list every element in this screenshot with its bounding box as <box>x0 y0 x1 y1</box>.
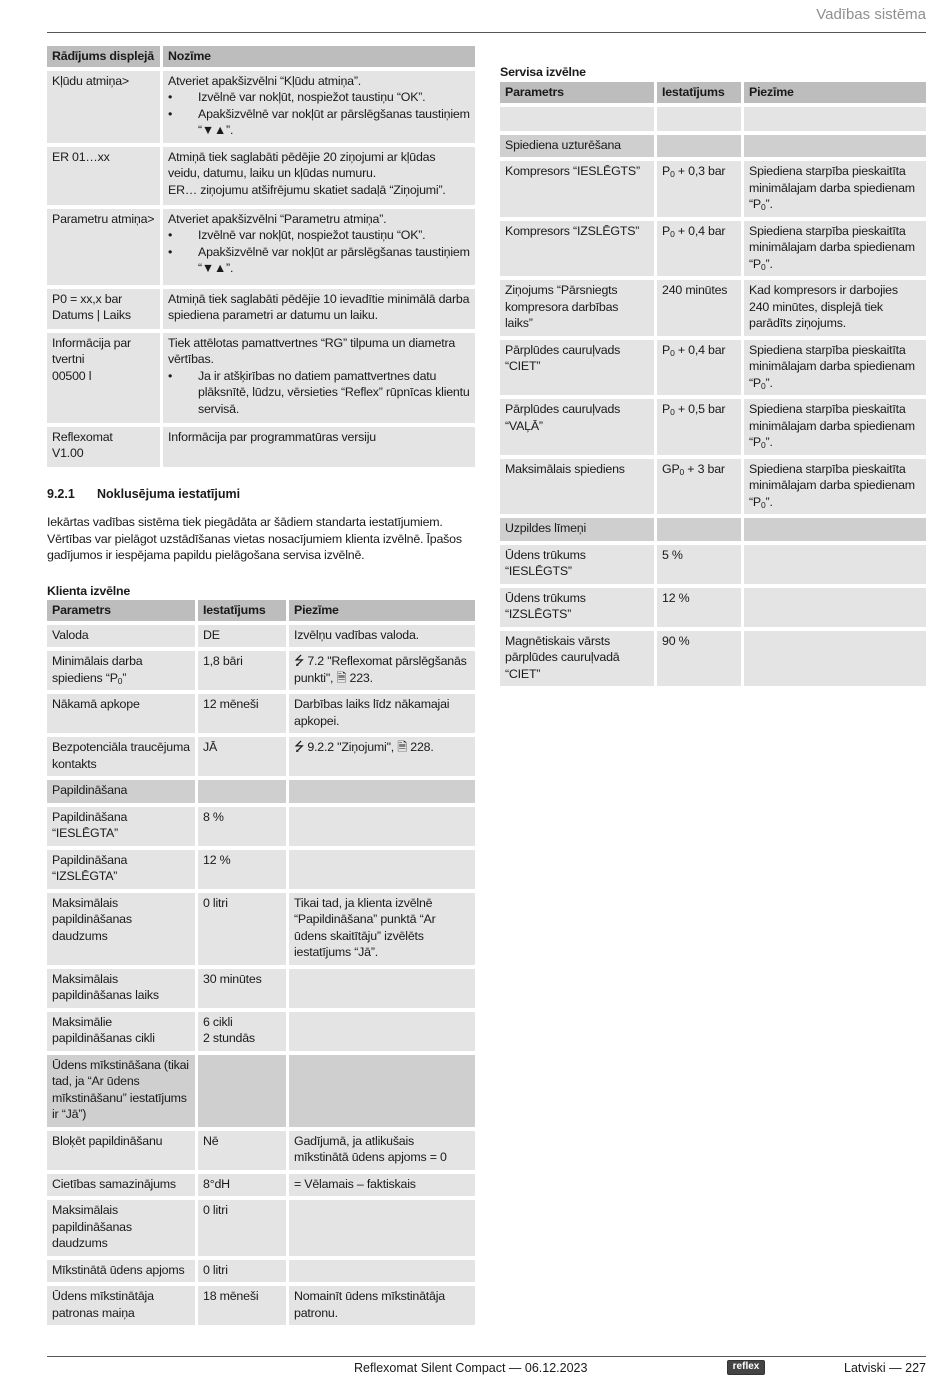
note-cell <box>289 780 475 803</box>
display-cell <box>47 427 160 467</box>
param-cell: Valoda <box>47 625 195 648</box>
table-row <box>47 1012 475 1051</box>
value-cell: JĀ <box>198 737 286 776</box>
value-text: + 0,4 bar <box>674 342 726 357</box>
display-text: Datums | Laiks <box>52 308 131 322</box>
value-cell: 0 litri <box>198 1200 286 1256</box>
meaning-cell: Atmiņā tiek saglabāti pēdējie 10 ievadītie minimālā darba spiediena parametri ar datumu un laiku. <box>163 289 475 329</box>
bullet-list <box>168 368 470 418</box>
note-text: Spiediena starpība pieskaitīta minimālajam darba spiedienam “P <box>749 342 915 390</box>
param-cell: Papildināšana <box>47 780 195 803</box>
table-row <box>47 850 475 889</box>
param-cell: Uzpildes līmeņi <box>500 518 654 541</box>
list-item: • Izvēlnē var nokļūt, nospiežot taustiņu “OK”. <box>168 89 470 106</box>
service-menu-caption: Servisa izvēlne <box>500 65 586 79</box>
param-cell: Pārplūdes cauruļvads “VAĻĀ” <box>500 399 654 455</box>
meaning-cell <box>163 333 475 423</box>
value-cell: DE <box>198 625 286 648</box>
subscript: 0 <box>761 380 766 391</box>
display-cell: Parametru atmiņa> <box>47 209 160 285</box>
table-row <box>47 969 475 1008</box>
table-row <box>47 1200 475 1256</box>
subscript: 0 <box>670 169 675 179</box>
table-row <box>47 147 475 205</box>
note-cell: ⭍ 7.2 "Reflexomat pārslēgšanās punkti", 🗎 223. <box>289 651 475 690</box>
param-cell: Nākamā apkope <box>47 694 195 733</box>
note-cell <box>744 631 926 687</box>
subscript: 0 <box>117 675 123 686</box>
note-cell <box>744 399 926 455</box>
value-cell <box>657 221 741 277</box>
table-row <box>47 1260 475 1283</box>
section-row <box>500 135 926 158</box>
note-cell <box>744 161 926 217</box>
section-title: Noklusējuma iestatījumi <box>97 487 241 501</box>
note-text: ”. <box>765 494 773 509</box>
table-row <box>47 1131 475 1170</box>
meaning-text: ER… ziņojumu atšifrējumu skatiet sadaļā “Ziņojumi”. <box>168 182 446 197</box>
value-cell <box>657 107 741 131</box>
section-row <box>47 780 475 803</box>
table-row <box>500 631 926 687</box>
value-cell: 0 litri <box>198 893 286 965</box>
display-text: Reflexomat <box>52 429 113 444</box>
note-cell <box>744 340 926 396</box>
value-text: + 0,5 bar <box>674 402 726 416</box>
table-row <box>47 1286 475 1325</box>
note-text: Spiediena starpība pieskaitīta minimālajam darba spiedienam “P <box>749 164 915 211</box>
value-cell: 5 % <box>657 545 741 584</box>
value-cell <box>657 459 741 515</box>
value-cell <box>198 1055 286 1127</box>
value-cell: 8°dH <box>198 1174 286 1197</box>
note-cell: Gadījumā, ja atlikušais mīkstinātā ūdens apjoms = 0 <box>289 1131 475 1170</box>
value-text: P <box>662 402 671 416</box>
bullet-list <box>168 227 470 277</box>
value-cell: 8 % <box>198 807 286 846</box>
note-cell <box>289 807 475 846</box>
value-cell: 12 mēneši <box>198 694 286 733</box>
list-item: • Izvēlnē var nokļūt, nospiežot taustiņu “OK”. <box>168 227 470 244</box>
param-cell: Maksimālais papildināšanas daudzums <box>47 1200 195 1256</box>
client-menu-table <box>44 596 478 1329</box>
param-cell: Ziņojums “Pārsniegts kompresora darbības laiks” <box>500 280 654 336</box>
meaning-text: Atmiņā tiek saglabāti pēdējie 20 ziņojumi ar kļūdas veidu, datumu, laiku un kļūdas numuru. <box>168 149 436 180</box>
column-header: Parametrs <box>47 600 195 621</box>
value-cell <box>657 135 741 158</box>
column-header: Parametrs <box>500 82 654 103</box>
value-text: + 3 bar <box>684 461 725 476</box>
display-meaning-table <box>44 42 478 471</box>
table-row <box>47 893 475 965</box>
param-cell: Maksimālais papildināšanas daudzums <box>47 893 195 965</box>
meaning-text: Atveriet apakšizvēlni “Kļūdu atmiņa”. <box>168 73 362 88</box>
param-cell: Maksimālie papildināšanas cikli <box>47 1012 195 1051</box>
column-header: Piezīme <box>289 600 475 621</box>
value-cell <box>657 518 741 541</box>
param-cell: Kompresors “IZSLĒGTS” <box>500 221 654 277</box>
value-cell: 18 mēneši <box>198 1286 286 1325</box>
meaning-text: Tiek attēlotas pamattvertnes “RG” tilpuma un diametra vērtības. <box>168 335 456 366</box>
value-cell <box>657 161 741 217</box>
section-row <box>47 1055 475 1127</box>
note-text: ”. <box>765 375 773 390</box>
value-text: + 0,3 bar <box>674 164 726 178</box>
table-row <box>500 399 926 455</box>
section-heading <box>47 486 240 503</box>
param-text: ” <box>122 670 127 685</box>
param-cell: Cietības samazinājums <box>47 1174 195 1197</box>
list-item: • Apakšizvēlnē var nokļūt ar pārslēgšanas taustiņiem “▼▲”. <box>168 244 470 277</box>
param-cell: Bezpotenciāla traucējuma kontakts <box>47 737 195 776</box>
meaning-cell <box>163 147 475 205</box>
note-cell <box>744 518 926 541</box>
param-text: Minimālais darba spiediens “P <box>52 654 143 685</box>
note-text: ”. <box>765 197 773 211</box>
param-cell: Ūdens mīkstinātāja patronas maiņa <box>47 1286 195 1325</box>
display-cell: ER 01…xx <box>47 147 160 205</box>
table-row <box>47 209 475 285</box>
value-text: P <box>662 223 671 238</box>
subscript: 0 <box>679 466 685 477</box>
note-cell: Darbības laiks līdz nākamajai apkopei. <box>289 694 475 733</box>
note-cell: Izvēlņu vadības valoda. <box>289 625 475 648</box>
table-row <box>500 280 926 336</box>
param-cell: Spiediena uzturēšana <box>500 135 654 158</box>
meaning-text: Atveriet apakšizvēlni “Parametru atmiņa”. <box>168 211 387 226</box>
table-row <box>500 340 926 396</box>
value-cell: 12 % <box>657 588 741 627</box>
section-row <box>500 518 926 541</box>
note-text: ”. <box>765 256 773 271</box>
display-cell <box>47 333 160 423</box>
param-cell: Maksimālais spiediens <box>500 459 654 515</box>
subscript: 0 <box>670 407 675 417</box>
meaning-cell <box>163 209 475 285</box>
param-cell: Magnētiskais vārsts pārplūdes cauruļvadā “CIET” <box>500 631 654 687</box>
note-cell <box>289 850 475 889</box>
header-divider <box>47 32 926 33</box>
param-cell: Mīkstinātā ūdens apjoms <box>47 1260 195 1283</box>
param-cell <box>500 107 654 131</box>
subscript: 0 <box>670 347 675 358</box>
table-row <box>47 651 475 690</box>
column-header: Nozīme <box>163 46 475 67</box>
list-item: • Ja ir atšķirības no datiem pamattvertnes datu plāksnītē, lūdzu, vērsieties “Reflex” rūpnīcas klientu servisā. <box>168 368 470 418</box>
param-cell <box>47 651 195 690</box>
value-text: P <box>662 342 671 357</box>
column-header: Piezīme <box>744 82 926 103</box>
intro-paragraph: Iekārtas vadības sistēma tiek piegādāta ar šādiem standarta iestatījumiem. Vērtības var pielāgot uzstādīšanas vietas nosacījumiem klienta izvēlnē. Īpašos gadījumos ir iespējama papildu pielāgošana servisa izvēlnē. <box>47 515 462 562</box>
service-menu-table <box>497 78 929 690</box>
table-row <box>47 289 475 329</box>
note-cell: Tikai tad, ja klienta izvēlnē “Papildināšana” punktā “Ar ūdens skaitītāju” izvēlēts iestatījums “Jā”. <box>289 893 475 965</box>
display-text: Informācija par tvertni <box>52 335 131 366</box>
footer-divider <box>47 1356 926 1357</box>
table-row <box>47 737 475 776</box>
value-text: + 0,4 bar <box>674 223 726 238</box>
note-cell <box>289 1012 475 1051</box>
subscript: 0 <box>761 261 766 272</box>
param-cell: Papildināšana “IESLĒGTA” <box>47 807 195 846</box>
note-cell: ⭍ 9.2.2 "Ziņojumi", 🗎 228. <box>289 737 475 776</box>
value-cell: 12 % <box>198 850 286 889</box>
display-text: P0 = xx,x bar <box>52 291 123 306</box>
note-cell: Nomainīt ūdens mīkstinātāja patronu. <box>289 1286 475 1325</box>
column-header: Iestatījums <box>198 600 286 621</box>
table-row <box>47 333 475 423</box>
note-text: Spiediena starpība pieskaitīta minimālajam darba spiedienam “P <box>749 461 915 509</box>
param-cell: Ūdens trūkums “IESLĒGTS” <box>500 545 654 584</box>
footer-page-number: Latviski — 227 <box>844 1361 926 1375</box>
value-text: P <box>662 164 671 178</box>
meaning-cell <box>163 71 475 143</box>
display-cell <box>47 289 160 329</box>
meaning-cell: Informācija par programmatūras versiju <box>163 427 475 467</box>
table-row <box>47 427 475 467</box>
section-number: 9.2.1 <box>47 487 75 501</box>
table-row <box>47 694 475 733</box>
value-cell <box>657 340 741 396</box>
value-cell: 1,8 bāri <box>198 651 286 690</box>
client-menu-caption: Klienta izvēlne <box>47 584 131 598</box>
value-cell: 90 % <box>657 631 741 687</box>
display-text: 00500 l <box>52 368 92 383</box>
note-cell <box>744 107 926 131</box>
note-cell <box>744 221 926 277</box>
note-cell: Kad kompresors ir darbojies 240 minūtes, displejā tiek parādīts ziņojums. <box>744 280 926 336</box>
note-cell <box>744 135 926 158</box>
param-cell: Kompresors “IESLĒGTS” <box>500 161 654 217</box>
column-header: Rādījums displejā <box>47 46 160 67</box>
table-row <box>47 71 475 143</box>
param-cell: Papildināšana “IZSLĒGTA” <box>47 850 195 889</box>
display-text: V1.00 <box>52 446 84 460</box>
table-row <box>500 545 926 584</box>
table-row <box>47 625 475 648</box>
bullet-list <box>168 89 470 139</box>
note-text: ”. <box>765 435 773 449</box>
reflex-logo: reflex <box>727 1360 765 1375</box>
table-row <box>500 459 926 515</box>
value-cell: Nē <box>198 1131 286 1170</box>
value-text: GP <box>662 461 680 476</box>
subscript: 0 <box>761 202 766 212</box>
note-cell <box>289 969 475 1008</box>
value-cell: 30 minūtes <box>198 969 286 1008</box>
list-item: • Apakšizvēlnē var nokļūt ar pārslēgšanas taustiņiem “▼▲”. <box>168 106 470 139</box>
value-cell: 240 minūtes <box>657 280 741 336</box>
param-cell: Pārplūdes cauruļvads “CIET” <box>500 340 654 396</box>
subscript: 0 <box>761 440 766 450</box>
param-cell: Maksimālais papildināšanas laiks <box>47 969 195 1008</box>
param-cell: Bloķēt papildināšanu <box>47 1131 195 1170</box>
note-text: Spiediena starpība pieskaitīta minimālajam darba spiedienam “P <box>749 402 915 449</box>
value-cell: 0 litri <box>198 1260 286 1283</box>
value-text: 2 stundās <box>203 1031 255 1045</box>
subscript: 0 <box>670 228 675 239</box>
footer-document-title: Reflexomat Silent Compact — 06.12.2023 <box>354 1361 588 1375</box>
param-cell: Ūdens mīkstināšana (tikai tad, ja “Ar ūdens mīkstināšanu” iestatījums ir “Jā”) <box>47 1055 195 1127</box>
note-cell <box>289 1055 475 1127</box>
note-cell <box>289 1200 475 1256</box>
param-cell: Ūdens trūkums “IZSLĒGTS” <box>500 588 654 627</box>
value-cell <box>657 399 741 455</box>
table-row <box>500 588 926 627</box>
page-header-title: Vadības sistēma <box>816 6 926 23</box>
table-row <box>47 807 475 846</box>
note-cell <box>744 545 926 584</box>
note-cell: = Vēlamais – faktiskais <box>289 1174 475 1197</box>
table-row <box>500 221 926 277</box>
column-header: Iestatījums <box>657 82 741 103</box>
note-cell <box>289 1260 475 1283</box>
display-cell: Kļūdu atmiņa> <box>47 71 160 143</box>
subscript: 0 <box>761 499 766 510</box>
table-row <box>500 161 926 217</box>
value-cell <box>198 1012 286 1051</box>
note-cell <box>744 459 926 515</box>
table-row <box>47 1174 475 1197</box>
note-cell <box>744 588 926 627</box>
value-cell <box>198 780 286 803</box>
note-text: Spiediena starpība pieskaitīta minimālajam darba spiedienam “P <box>749 223 915 271</box>
blank-row <box>500 107 926 131</box>
value-text: 6 cikli <box>203 1014 233 1029</box>
